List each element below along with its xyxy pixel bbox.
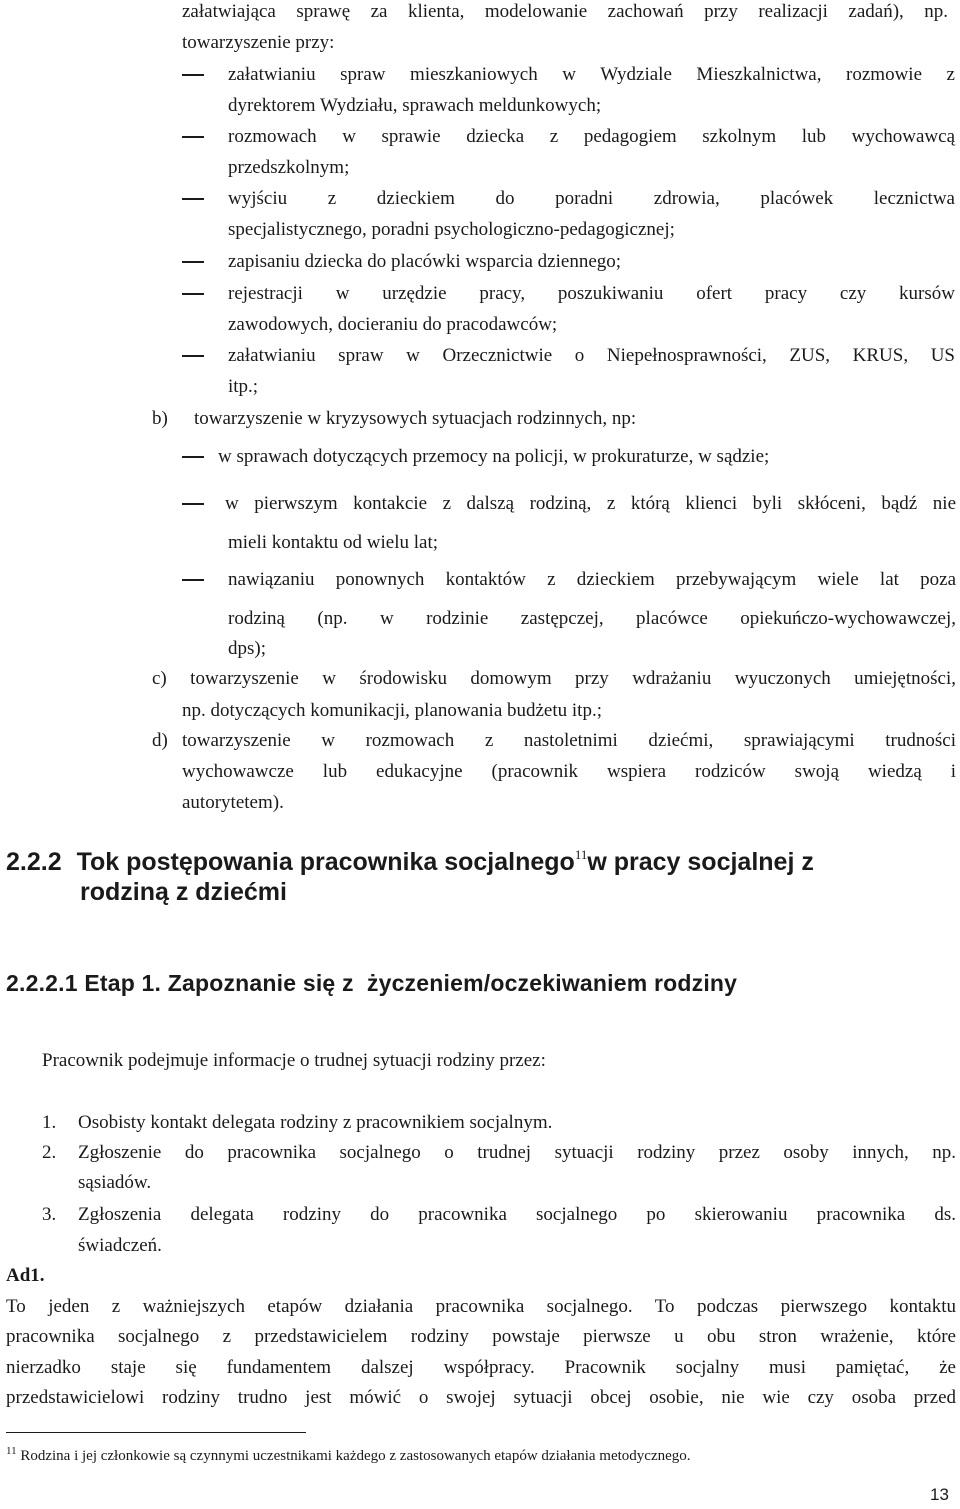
section-title: Tok postępowania pracownika socjalnego — [76, 848, 575, 876]
section-title-line2: rodziną z dziećmi — [80, 878, 287, 906]
list-item: w pierwszym kontakcie z dalszą rodziną, z którą klienci byli skłóceni, bądź nie — [225, 493, 956, 514]
list-item: specjalistycznego, poradni psychologiczno-pedagogicznej; — [228, 219, 675, 240]
dash-bullet — [182, 456, 204, 458]
list-item: wychowawcze lub edukacyjne (pracownik wspiera rodziców swoją wiedzą i — [182, 761, 956, 782]
list-item: dyrektorem Wydziału, sprawach meldunkowych; — [228, 95, 602, 116]
dash-bullet — [182, 74, 204, 76]
list-item: w sprawach dotyczących przemocy na policji, w prokuraturze, w sądzie; — [218, 446, 770, 467]
list-item: rozmowach w sprawie dziecka z pedagogiem szkolnym lub wychowawcą — [228, 126, 955, 147]
dash-bullet — [182, 261, 204, 263]
list-item: dps); — [228, 638, 266, 659]
list-item: towarzyszenie w kryzysowych sytuacjach rodzinnych, np: — [194, 408, 637, 429]
dash-bullet — [182, 198, 204, 200]
section-heading — [6, 848, 814, 875]
list-number: 3. — [42, 1204, 57, 1225]
list-item: np. dotyczących komunikacji, planowania budżetu itp.; — [182, 700, 602, 721]
paragraph-line: pracownika socjalnego z przedstawicielem rodziny powstaje pierwsze u obu stron wrażenie, które — [6, 1326, 956, 1347]
dash-bullet — [182, 503, 204, 505]
footnote-ref: 11 — [574, 847, 588, 862]
list-item: sąsiadów. — [78, 1172, 152, 1193]
list-item: itp.; — [228, 376, 259, 397]
dash-bullet — [182, 579, 204, 581]
text-line: załatwiająca sprawę za klienta, modelowanie zachowań przy realizacji zadań), np. — [182, 1, 948, 22]
list-item: autorytetem). — [182, 792, 284, 813]
list-number: 1. — [42, 1112, 57, 1133]
footnote-text: Rodzina i jej członkowie są czynnymi uczestnikami każdego z zastosowanych etapów działania metodycznego. — [20, 1448, 691, 1464]
intro-text: Pracownik podejmuje informacje o trudnej sytuacji rodziny przez: — [42, 1050, 546, 1071]
list-item: towarzyszenie w rozmowach z nastoletnimi dziećmi, sprawiającymi trudności — [182, 730, 956, 751]
list-item: zawodowych, docieraniu do pracodawców; — [228, 314, 558, 335]
dash-bullet — [182, 355, 204, 357]
list-item: mieli kontaktu od wielu lat; — [228, 532, 439, 553]
list-label: d) — [152, 730, 168, 751]
page-number: 13 — [930, 1485, 949, 1504]
list-item: załatwianiu spraw mieszkaniowych w Wydziale Mieszkalnictwa, rozmowie z — [228, 64, 955, 85]
text-line: towarzyszenie przy: — [182, 32, 335, 53]
list-item: rejestracji w urzędzie pracy, poszukiwaniu ofert pracy czy kursów — [228, 283, 955, 304]
list-item: przedszkolnym; — [228, 157, 350, 178]
list-item: Osobisty kontakt delegata rodziny z pracownikiem socjalnym. — [78, 1112, 553, 1133]
footnote-number: 11 — [6, 1445, 17, 1457]
list-item: załatwianiu spraw w Orzecznictwie o Niepełnosprawności, ZUS, KRUS, US — [228, 345, 955, 366]
paragraph-line: To jeden z ważniejszych etapów działania pracownika socjalnego. To podczas pierwszego kontaktu — [6, 1296, 956, 1317]
list-number: 2. — [42, 1142, 57, 1163]
section-title-cont: w pracy socjalnej z — [587, 848, 814, 876]
list-item: c) towarzyszenie w środowisku domowym przy wdrażaniu wyuczonych umiejętności, — [152, 668, 956, 689]
list-item: świadczeń. — [78, 1235, 162, 1256]
list-label: b) — [152, 408, 168, 429]
paragraph-line: nierzadko staje się fundamentem dalszej współpracy. Pracownik socjalny musi pamiętać, że — [6, 1357, 956, 1378]
footnote — [6, 1446, 691, 1464]
list-item: rodziną (np. w rodzinie zastępczej, placówce opiekuńczo-wychowawczej, — [228, 608, 956, 629]
dash-bullet — [182, 136, 204, 138]
list-item: Zgłoszenie do pracownika socjalnego o trudnej sytuacji rodziny przez osoby innych, np. — [78, 1142, 956, 1163]
paragraph-line: przedstawicielowi rodziny trudno jest mówić o swojej sytuacji obcej osobie, nie wie czy osoba przed — [6, 1387, 956, 1408]
list-item: wyjściu z dzieckiem do poradni zdrowia, placówek lecznictwa — [228, 188, 955, 209]
section-number: 2.2.2 — [6, 848, 62, 876]
footnote-divider — [6, 1432, 306, 1433]
ad-label: Ad1. — [6, 1265, 45, 1286]
list-item: nawiązaniu ponownych kontaktów z dzieckiem przebywającym wiele lat poza — [228, 569, 956, 590]
list-item: Zgłoszenia delegata rodziny do pracownika socjalnego po skierowaniu pracownika ds. — [78, 1204, 956, 1225]
dash-bullet — [182, 293, 204, 295]
subsection-heading: 2.2.2.1 Etap 1. Zapoznanie się z życzeniem/oczekiwaniem rodziny — [6, 970, 738, 996]
list-item: zapisaniu dziecka do placówki wsparcia dziennego; — [228, 251, 622, 272]
